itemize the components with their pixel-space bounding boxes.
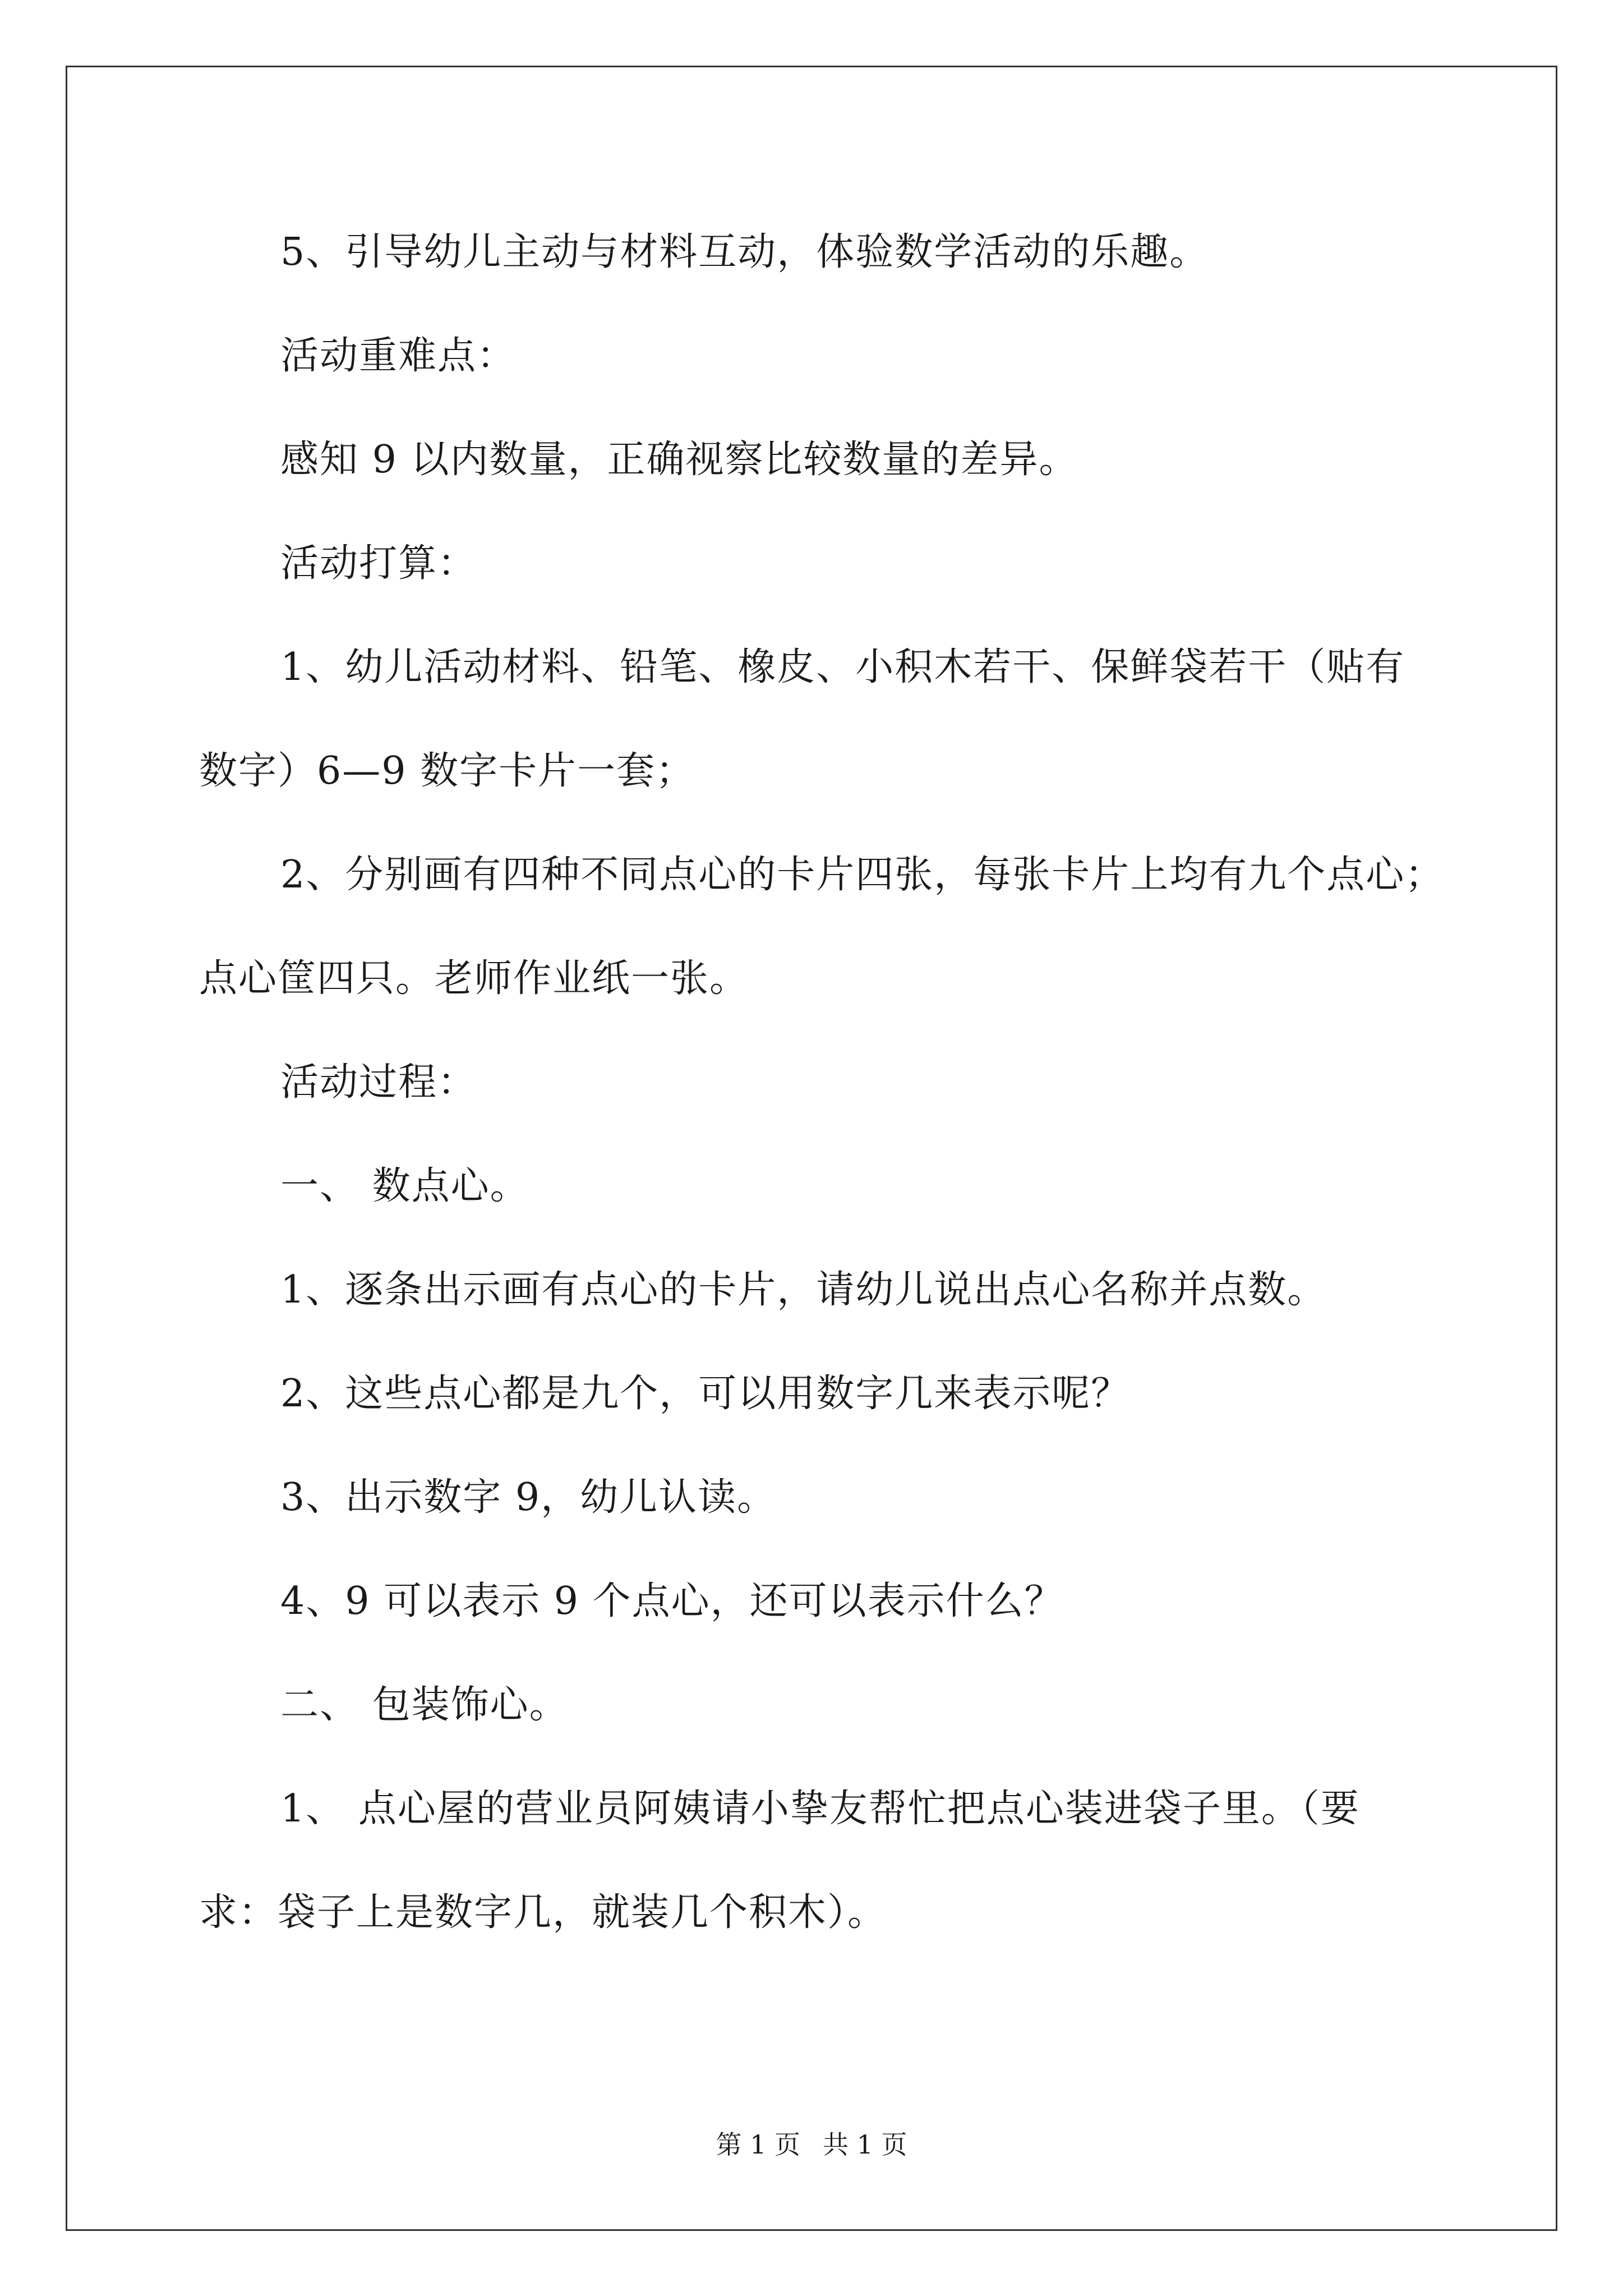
paragraph-preparation-2a: 2、分别画有四种不同点心的卡片四张，每张卡片上均有九个点心； — [280, 853, 1445, 897]
heading-process: 活动过程： — [280, 1060, 477, 1105]
paragraph-step-one-4: 4、9 可以表示 9 个点心，还可以表示什么？ — [280, 1579, 1064, 1623]
paragraph-step-two-1a: 1、 点心屋的营业员阿姨请小挚友帮忙把点心装进袋子里。（要 — [280, 1787, 1360, 1831]
page-footer — [0, 2129, 1623, 2160]
page-number: 第 1 页 — [716, 2129, 800, 2160]
paragraph-step-one-1: 1、逐条出示画有点心的卡片，请幼儿说出点心名称并点数。 — [280, 1268, 1327, 1312]
heading-key-points: 活动重难点： — [280, 334, 517, 378]
paragraph-preparation-1b: 数字）6—9 数字卡片一套； — [199, 749, 695, 793]
paragraph-step-one-2: 2、这些点心都是九个，可以用数字几来表示呢？ — [280, 1372, 1131, 1416]
heading-preparation: 活动打算： — [280, 541, 477, 586]
heading-step-one: 一、 数点心。 — [280, 1164, 529, 1208]
paragraph-objective-5: 5、引导幼儿主动与材料互动，体验数学活动的乐趣。 — [280, 230, 1209, 274]
heading-step-two: 二、 包装饰心。 — [280, 1683, 569, 1727]
paragraph-step-one-3: 3、出示数字 9，幼儿认读。 — [280, 1475, 777, 1520]
paragraph-preparation-1a: 1、幼儿活动材料、铅笔、橡皮、小积木若干、保鲜袋若干（贴有 — [280, 645, 1405, 689]
paragraph-preparation-2b: 点心筐四只。老师作业纸一张。 — [199, 956, 749, 1001]
paragraph-step-two-1b: 求：袋子上是数字几，就装几个积木）。 — [199, 1890, 887, 1935]
page-total: 共 1 页 — [823, 2129, 907, 2160]
paragraph-key-points: 感知 9 以内数量，正确视察比较数量的差异。 — [280, 438, 1078, 482]
